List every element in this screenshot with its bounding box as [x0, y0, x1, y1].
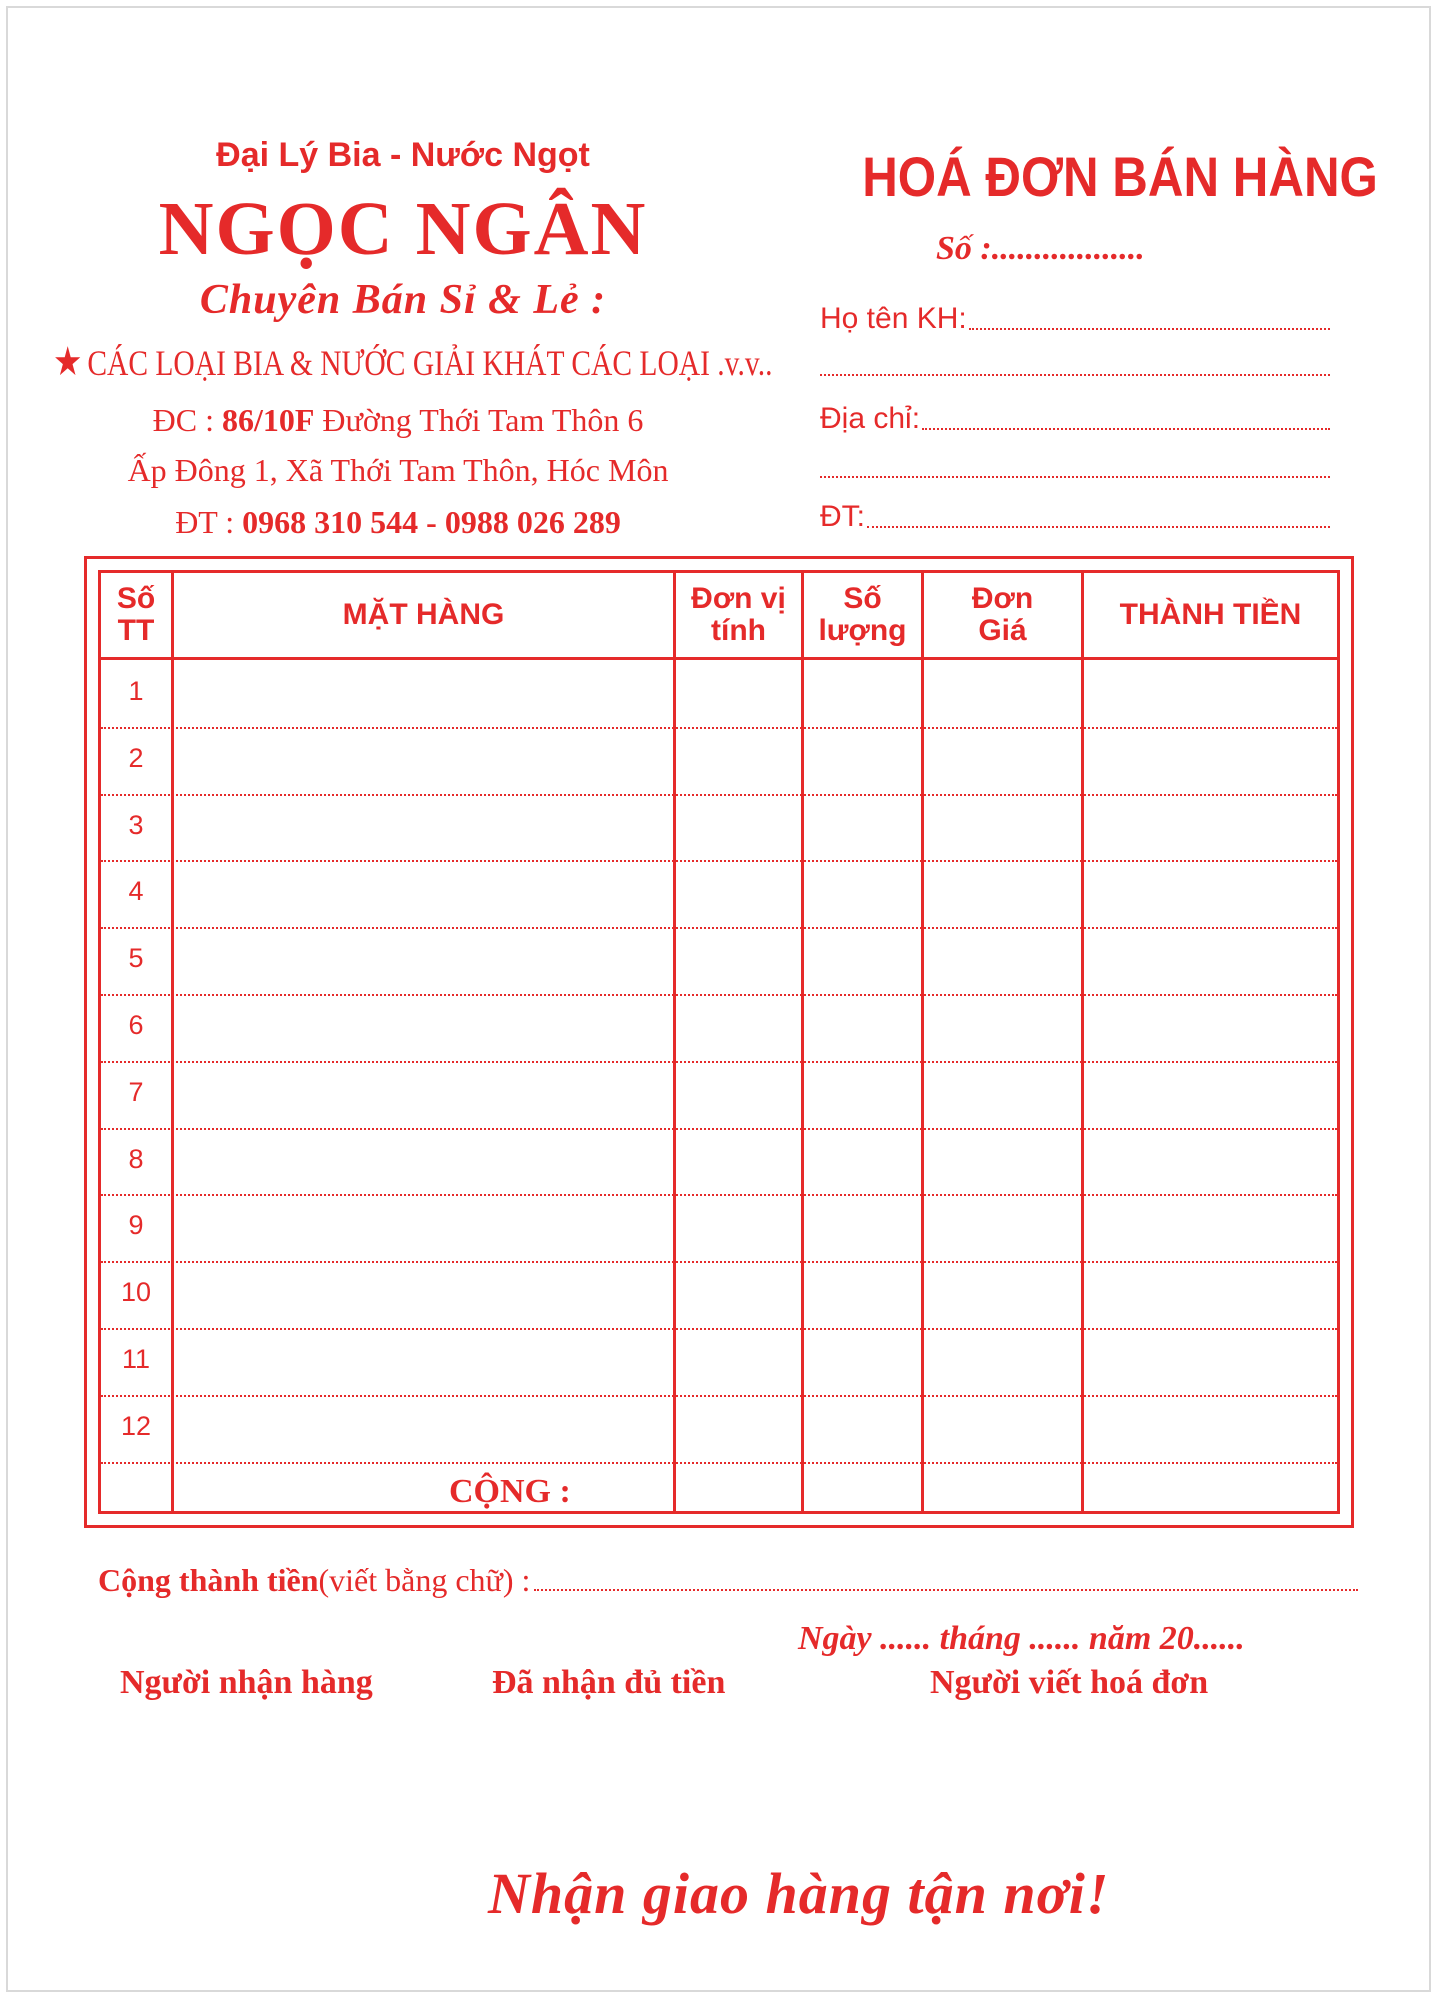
address-line-1 [118, 402, 678, 439]
phone-line [118, 504, 678, 541]
table-row [101, 1395, 1337, 1397]
col-divider [673, 573, 676, 1511]
signature-receiver: Người nhận hàng [120, 1664, 373, 1701]
sum-in-words-label: Cộng thành tiền [98, 1562, 319, 1598]
signature-writer: Người viết hoá đơn [930, 1664, 1209, 1701]
row-number: 9 [128, 1210, 144, 1241]
customer-phone-blank[interactable] [867, 526, 1330, 528]
row-number: 10 [120, 1277, 152, 1308]
table-row [101, 1128, 1337, 1130]
row-number: 2 [128, 742, 144, 773]
row-number: 1 [128, 676, 144, 706]
sum-in-words-hint: (viết bằng chữ) : [318, 1562, 531, 1598]
col-divider [1081, 573, 1084, 1511]
total-label: CỘNG : [449, 1473, 571, 1510]
address-number: 86/10F [221, 402, 315, 438]
customer-name-blank-2[interactable] [820, 374, 1330, 376]
header-divider [101, 657, 1337, 660]
customer-name-label: Họ tên KH: [820, 302, 967, 335]
customer-name-field[interactable] [820, 302, 1330, 336]
table-row [101, 794, 1337, 796]
slogan: Nhận giao hàng tận nơi! [488, 1861, 1110, 1926]
row-number: 12 [120, 1410, 152, 1441]
customer-name-blank[interactable] [969, 328, 1330, 330]
customer-address-blank-2[interactable] [820, 476, 1330, 478]
address-line-2: Ấp Đông 1, Xã Thới Tam Thôn, Hóc Môn [127, 452, 669, 488]
table-row [101, 860, 1337, 862]
row-number: 6 [128, 1010, 144, 1040]
row-number: 8 [128, 1143, 144, 1174]
invoice-number: Số :.................. [936, 230, 1145, 267]
col-header-amount: THÀNH TIỀN [1119, 598, 1302, 631]
customer-phone-field[interactable] [820, 500, 1330, 534]
col-divider [921, 573, 924, 1511]
col-header-price: Đơn Giá [971, 582, 1034, 647]
row-number: 3 [128, 809, 144, 840]
table-row [101, 927, 1337, 929]
customer-address-field[interactable] [820, 402, 1330, 436]
table-row [101, 1061, 1337, 1063]
table-row [101, 994, 1337, 996]
brand-name: NGỌC NGÂN [158, 187, 648, 271]
table-row [101, 1328, 1337, 1330]
row-number: 5 [128, 943, 144, 974]
address-label: ĐC : [152, 402, 214, 438]
sum-in-words-field[interactable] [98, 1562, 1358, 1599]
invoice-title: HOÁ ĐƠN BÁN HÀNG [862, 145, 1378, 208]
table-row [101, 1194, 1337, 1196]
customer-phone-label: ĐT: [820, 500, 865, 533]
col-header-stt: Số TT [116, 582, 156, 647]
phone-label: ĐT : [175, 504, 235, 540]
products-line [53, 338, 772, 385]
customer-address-label: Địa chỉ: [820, 402, 921, 435]
table-row [101, 1462, 1337, 1464]
agency-line: Đại Lý Bia - Nước Ngọt [216, 136, 590, 174]
address-street: Đường Thới Tam Thôn 6 [322, 402, 644, 438]
signature-paid: Đã nhận đủ tiền [492, 1664, 726, 1701]
row-number: 11 [121, 1344, 151, 1374]
table-row [101, 1261, 1337, 1263]
table-row [101, 727, 1337, 729]
col-header-unit: Đơn vị tính [691, 582, 786, 647]
col-header-item: MẶT HÀNG [342, 598, 505, 631]
col-divider [801, 573, 804, 1511]
col-divider [171, 573, 174, 1511]
invoice-page [6, 6, 1431, 1992]
products-text: CÁC LOẠI BIA & NƯỚC GIẢI KHÁT CÁC LOẠI .v.v.. [87, 343, 773, 383]
date-line: Ngày ...... tháng ...... năm 20...... [798, 1620, 1245, 1657]
phone-numbers: 0968 310 544 - 0988 026 289 [242, 504, 621, 540]
star-icon: ★ [53, 339, 83, 384]
row-number: 4 [128, 876, 144, 907]
customer-address-blank[interactable] [922, 428, 1330, 430]
sum-in-words-blank[interactable] [534, 1589, 1358, 1591]
tagline: Chuyên Bán Sỉ & Lẻ : [199, 277, 607, 323]
row-number: 7 [128, 1076, 144, 1107]
col-header-qty: Số lượng [818, 582, 907, 647]
items-table [98, 570, 1340, 1514]
